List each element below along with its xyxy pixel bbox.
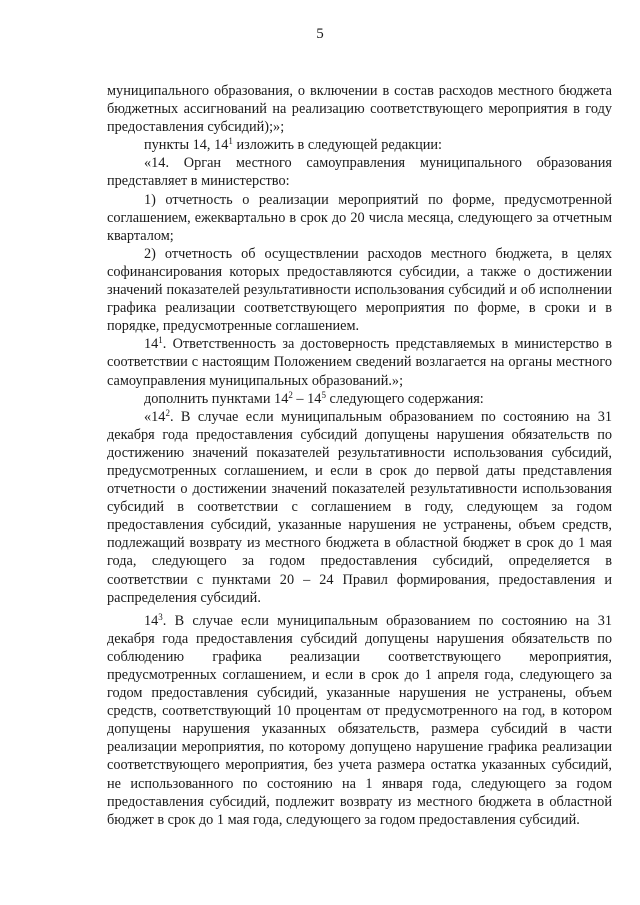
paragraph-item-14-1 — [107, 335, 612, 389]
superscript: 5 — [321, 389, 326, 400]
paragraph-subitem-2 — [107, 245, 612, 335]
paragraph-add-items — [107, 390, 612, 408]
text-run: 1) отчетность о реализации мероприятий по форме, предусмотренной соглашением, ежеквартально в срок до 20 числа месяца, следующего за отчетным кварталом; — [107, 191, 612, 244]
superscript: 2 — [165, 407, 170, 418]
text-run: . В случае если муниципальным образованием по состоянию на 31 декабря года предоставления субсидий допущены нарушения обязательств по соблюдению графика реализации соответствующего мероприятия, предусмотренных соглашением, и если в срок до 1 апреля года, следующего за годом предоставления субсидий, указанные нарушения не устранены, объем средств, соответствующий 10 процентам от предусмотренного на год, в котором допущены нарушения указанных обязательств, размера субсидий в части реализации мероприятия, по которому допущено нарушение графика реализации соответствующего мероприятия, без учета размера остатка указанных субсидий, не использованного по состоянию на 1 января года, следующего за годом предоставления субсидий, подлежит возврату из местного бюджета в областной бюджет в срок до 1 мая года, следующего за годом предоставления субсидий. — [107, 612, 612, 828]
superscript: 1 — [158, 335, 163, 346]
paragraph-amend-items-14 — [107, 136, 612, 154]
paragraph-item-14-3 — [107, 612, 612, 829]
text-run: муниципального образования, о включении в состав расходов местного бюджета бюджетных ассигнований на реализацию соответствующего мероприятия в году предоставления субсидий);»; — [107, 83, 612, 136]
text-run: дополнить пунктами 14 — [144, 390, 289, 407]
text-run: следующего содержания: — [325, 390, 484, 407]
text-run: 14 — [144, 336, 159, 353]
paragraph-item-14 — [107, 154, 612, 190]
paragraph-item-14-2 — [107, 408, 612, 607]
text-run: – 14 — [292, 390, 322, 407]
superscript: 3 — [158, 611, 163, 622]
superscript: 2 — [288, 389, 293, 400]
text-run: 14 — [144, 612, 159, 629]
text-run: 2) отчетность об осуществлении расходов местного бюджета, в целях софинансирования которых предоставляются субсидии, а также о достижении значений показателей результативности использования субсидий и об исполнении графика реализации соответствующего мероприятия по форме, в сроки и в порядке, предусмотренные соглашением. — [107, 245, 612, 335]
text-run: . Ответственность за достоверность представляемых в министерство в соответствии с настоящим Положением сведений возлагается на органы местного самоуправления муниципальных образований.»; — [107, 336, 612, 389]
text-run: «14 — [144, 408, 166, 425]
text-run: «14. Орган местного самоуправления муниципального образования представляет в министерство: — [107, 155, 612, 190]
text-run: . В случае если муниципальным образованием по состоянию на 31 декабря года предоставления субсидий допущены нарушения обязательств по достижению значений показателей результативности использования субсидий, предусмотренных соглашением, и если в срок до первой даты представления отчетности о достижении значений показателей результативности использования субсидий в соответствии с соглашением в году, следующем за годом предоставления субсидий, указанные нарушения не устранены, объем средств, подлежащий возврату из местного бюджета в областной бюджет в срок до 1 мая года, следующего за годом предоставления субсидий, определяется в соответствии с пунктами 20 – 24 Правил формирования, предоставления и распределения субсидий. — [107, 408, 612, 606]
superscript: 1 — [228, 136, 233, 147]
page-number: 5 — [316, 26, 324, 42]
text-run: изложить в следующей редакции: — [232, 137, 443, 154]
paragraph-subitem-1 — [107, 191, 612, 245]
document-body — [107, 82, 612, 829]
text-run: пункты 14, 14 — [144, 137, 229, 154]
paragraph-continuation — [107, 82, 612, 136]
